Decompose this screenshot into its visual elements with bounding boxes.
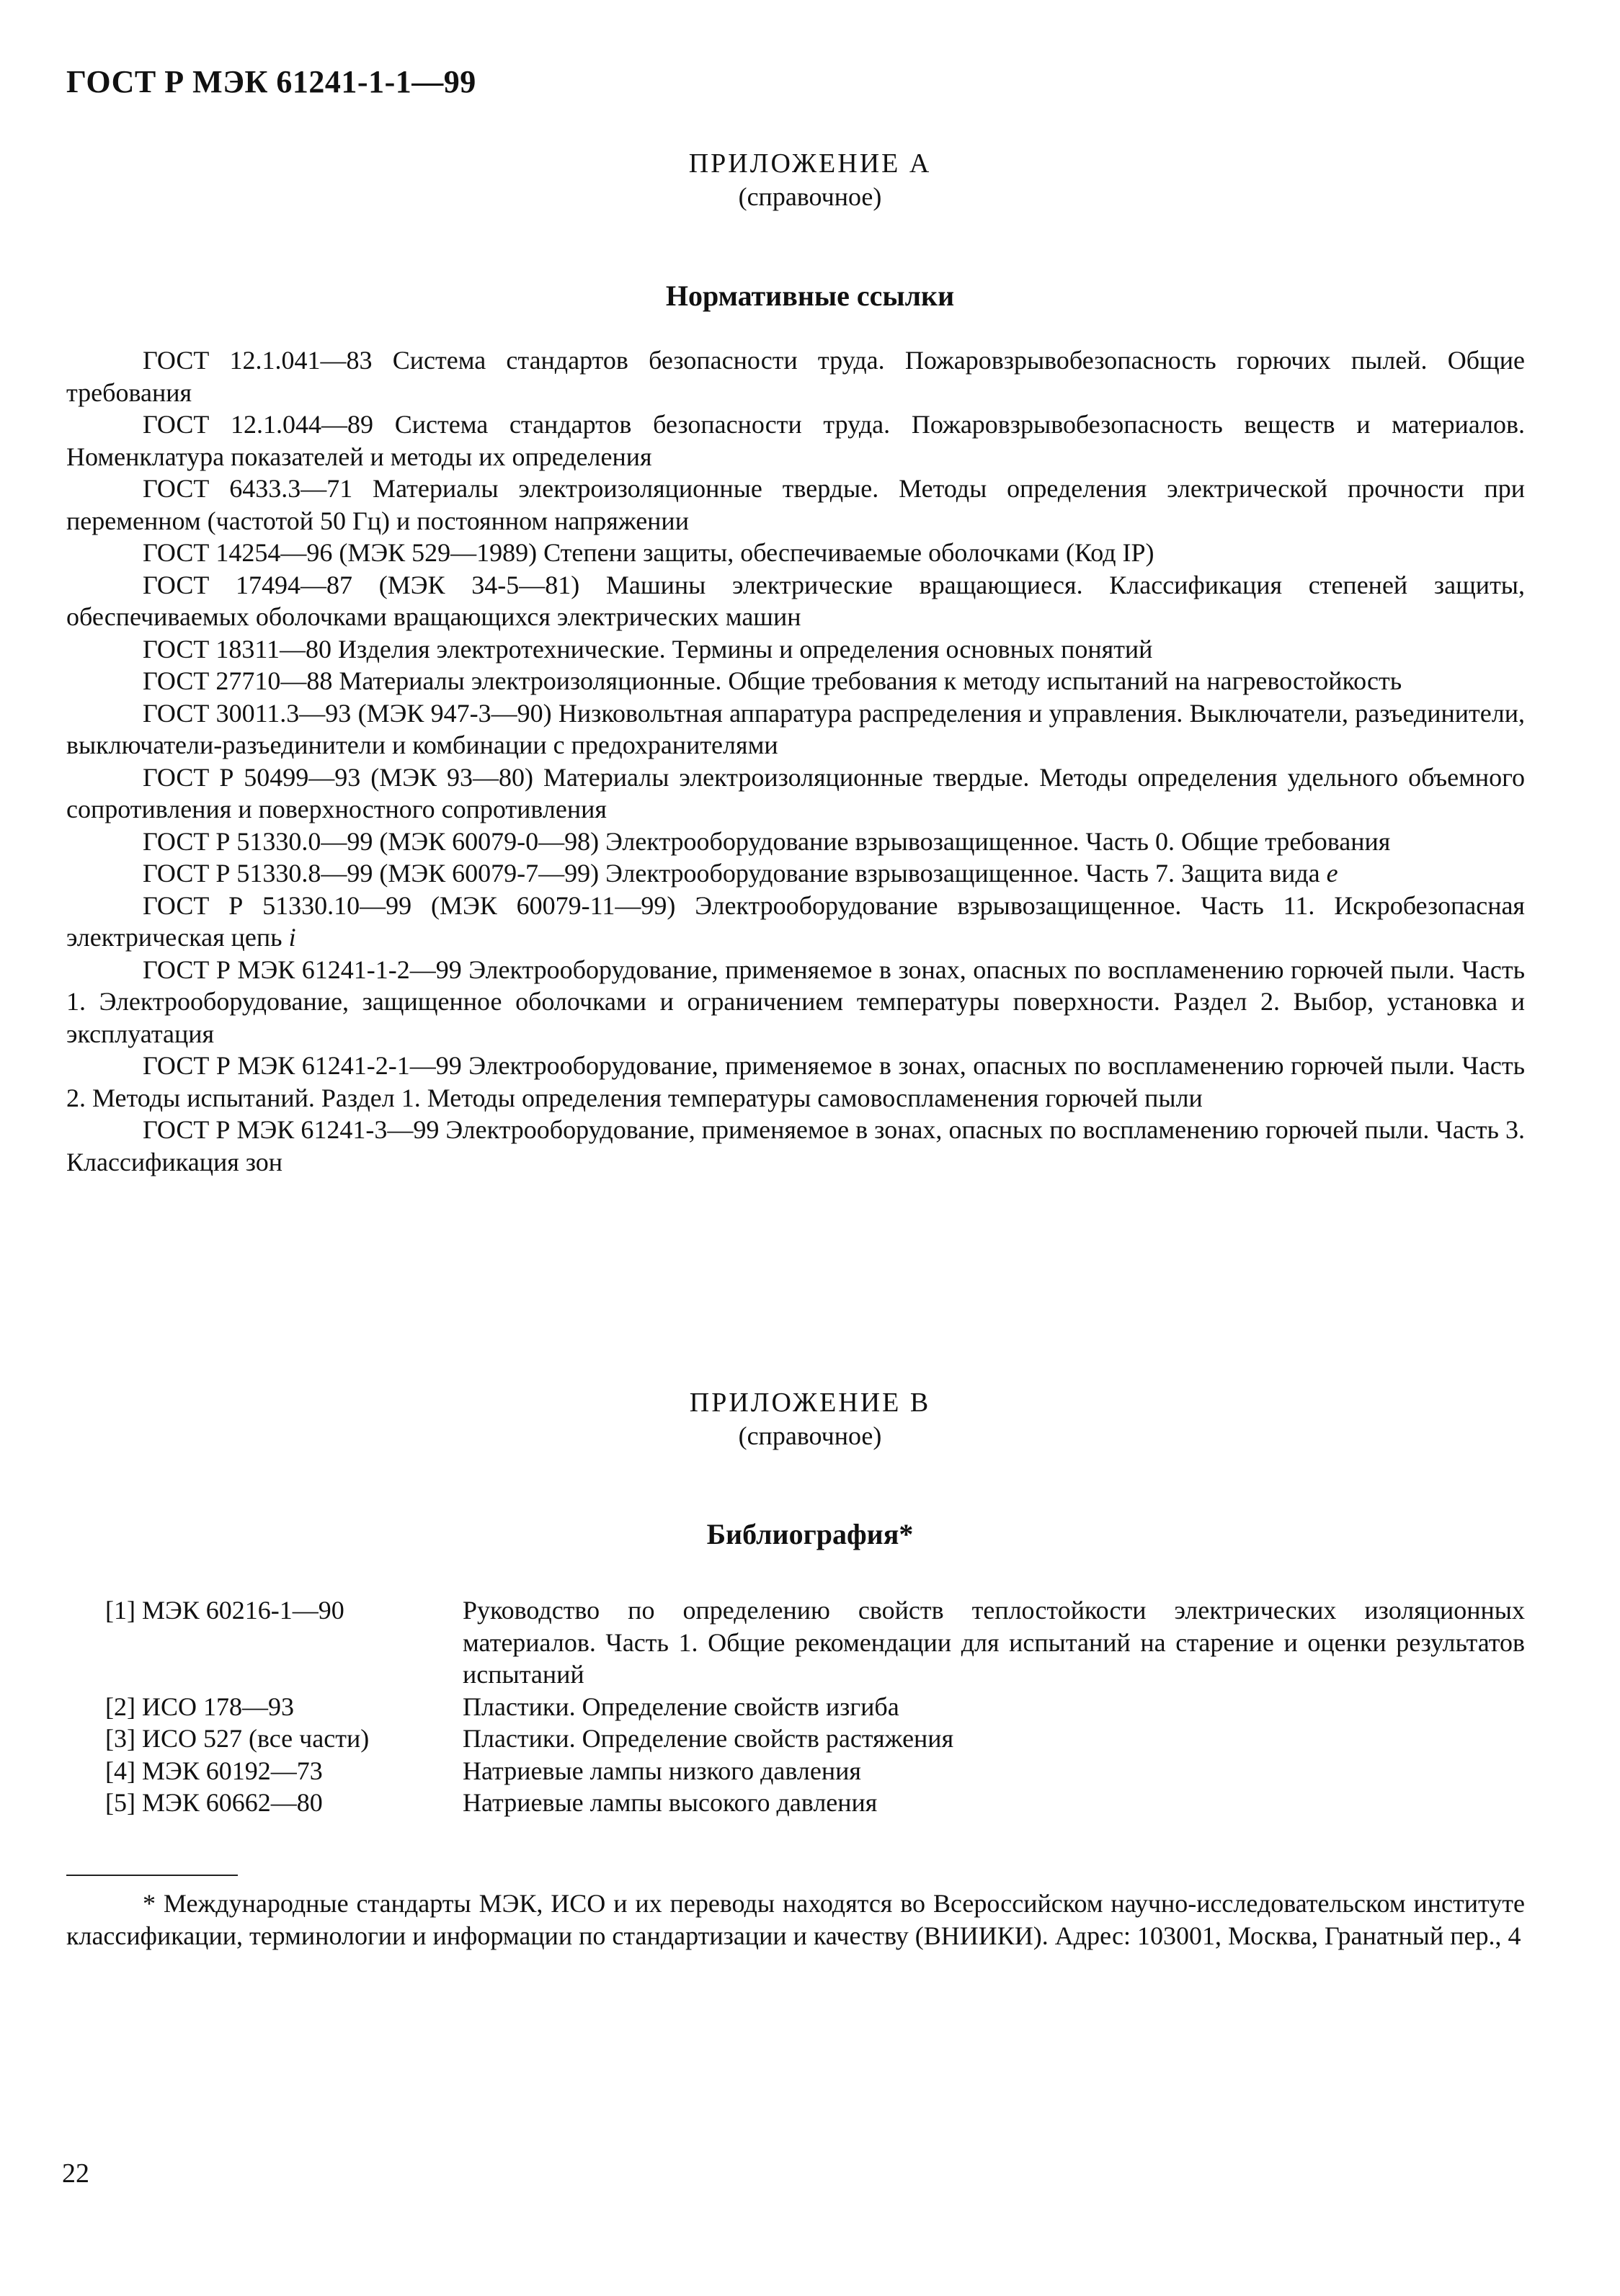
reference-item: ГОСТ Р 50499—93 (МЭК 93—80) Материалы электроизоляционные твердые. Методы определения удельного объемного сопротивления и поверхностного сопротивления [66, 762, 1525, 823]
reference-item: ГОСТ Р МЭК 61241-2-1—99 Электрооборудование, применяемое в зонах, опасных по воспламенению горючей пыли. Часть 2. Методы испытаний. Раздел 1. Методы определения температуры самовоспламенения горючей пыли [66, 1051, 1525, 1112]
bibliography-text: Натриевые лампы высокого давления [463, 1788, 878, 1817]
reference-item: ГОСТ Р МЭК 61241-1-2—99 Электрооборудование, применяемое в зонах, опасных по воспламенению горючей пыли. Часть 1. Электрооборудование, защищенное оболочками и ограничением температуры поверхности. Раздел 2. Выбор, установка и эксплуатация [66, 955, 1525, 1048]
bibliography-entry [105, 1594, 1525, 1691]
appendix-b-subtitle: (справочное) [738, 1421, 882, 1450]
reference-item: ГОСТ 12.1.041—83 Система стандартов безопасности труда. Пожаровзрывобезопасность горючих пылей. Общие требования [66, 346, 1525, 407]
bibliography-text: Натриевые лампы низкого давления [463, 1756, 861, 1785]
appendix-a-subtitle: (справочное) [738, 182, 882, 211]
reference-item: ГОСТ 12.1.044—89 Система стандартов безопасности труда. Пожаровзрывобезопасность веществ и материалов. Номенклатура показателей и методы их определения [66, 410, 1525, 471]
appendix-b-section-title: Библиография* [706, 1518, 914, 1550]
normative-references-list [66, 344, 1525, 1178]
bibliography-code: [2] ИСО 178—93 [105, 1692, 294, 1721]
bibliography-code: [4] МЭК 60192—73 [105, 1756, 323, 1785]
footnote: * Международные стандарты МЭК, ИСО и их переводы находятся во Всероссийском научно-исследовательском институте классификации, терминологии и информации по стандартизации и качеству (ВНИИКИ). Адрес: 103001, Москва, Гранатный пер., 4 [66, 1889, 1525, 1950]
bibliography-entry [105, 1755, 1525, 1787]
reference-item: ГОСТ Р 51330.8—99 (МЭК 60079-7—99) Электрооборудование взрывозащищенное. Часть 7. Защита вида e [143, 859, 1338, 888]
reference-item: ГОСТ Р МЭК 61241-3—99 Электрооборудование, применяемое в зонах, опасных по воспламенению горючей пыли. Часть 3. Классификация зон [66, 1115, 1525, 1176]
bibliography-entry [105, 1787, 1525, 1819]
bibliography-text: Пластики. Определение свойств изгиба [463, 1692, 899, 1721]
bibliography-code: [3] ИСО 527 (все части) [105, 1724, 370, 1753]
reference-item: ГОСТ Р 51330.10—99 (МЭК 60079-11—99) Электрооборудование взрывозащищенное. Часть 11. Искробезопасная электрическая цепь i [66, 890, 1525, 952]
appendix-a-section-title: Нормативные ссылки [665, 280, 955, 312]
reference-item: ГОСТ 27710—88 Материалы электроизоляционные. Общие требования к методу испытаний на нагревостойкость [143, 666, 1402, 695]
bibliography-entry [105, 1691, 1525, 1723]
bibliography-text: Руководство по определению свойств теплостойкости электрических изоляционных материалов. Часть 1. Общие рекомендации для испытаний на старение и оценки результатов испытаний [463, 1596, 1525, 1689]
bibliography-text: Пластики. Определение свойств растяжения [463, 1724, 954, 1753]
reference-item: ГОСТ 30011.3—93 (МЭК 947-3—90) Низковольтная аппаратура распределения и управления. Выключатели, разъединители, выключатели-разъединители и комбинации с предохранителями [66, 698, 1525, 759]
page-number: 22 [62, 2158, 89, 2189]
bibliography-code: [5] МЭК 60662—80 [105, 1788, 323, 1817]
footnote-separator [66, 1875, 238, 1876]
appendix-a-title: ПРИЛОЖЕНИЕ А [688, 148, 932, 179]
bibliography-entry [105, 1723, 1525, 1755]
bibliography-code: [1] МЭК 60216-1—90 [105, 1596, 344, 1625]
reference-item: ГОСТ Р 51330.0—99 (МЭК 60079-0—98) Электрооборудование взрывозащищенное. Часть 0. Общие требования [143, 826, 1391, 856]
reference-item: ГОСТ 17494—87 (МЭК 34-5—81) Машины электрические вращающиеся. Классификация степеней защиты, обеспечиваемых оболочками вращающихся электрических машин [66, 570, 1525, 631]
reference-item: ГОСТ 6433.3—71 Материалы электроизоляционные твердые. Методы определения электрической прочности при переменном (частотой 50 Гц) и постоянном напряжении [66, 474, 1525, 535]
reference-item: ГОСТ 14254—96 (МЭК 529—1989) Степени защиты, обеспечиваемые оболочками (Код IP) [143, 538, 1154, 567]
bibliography-list [105, 1594, 1525, 1819]
reference-item: ГОСТ 18311—80 Изделия электротехнические. Термины и определения основных понятий [143, 634, 1153, 664]
document-header: ГОСТ Р МЭК 61241-1-1—99 [66, 64, 476, 99]
appendix-b-title: ПРИЛОЖЕНИЕ В [689, 1388, 931, 1418]
